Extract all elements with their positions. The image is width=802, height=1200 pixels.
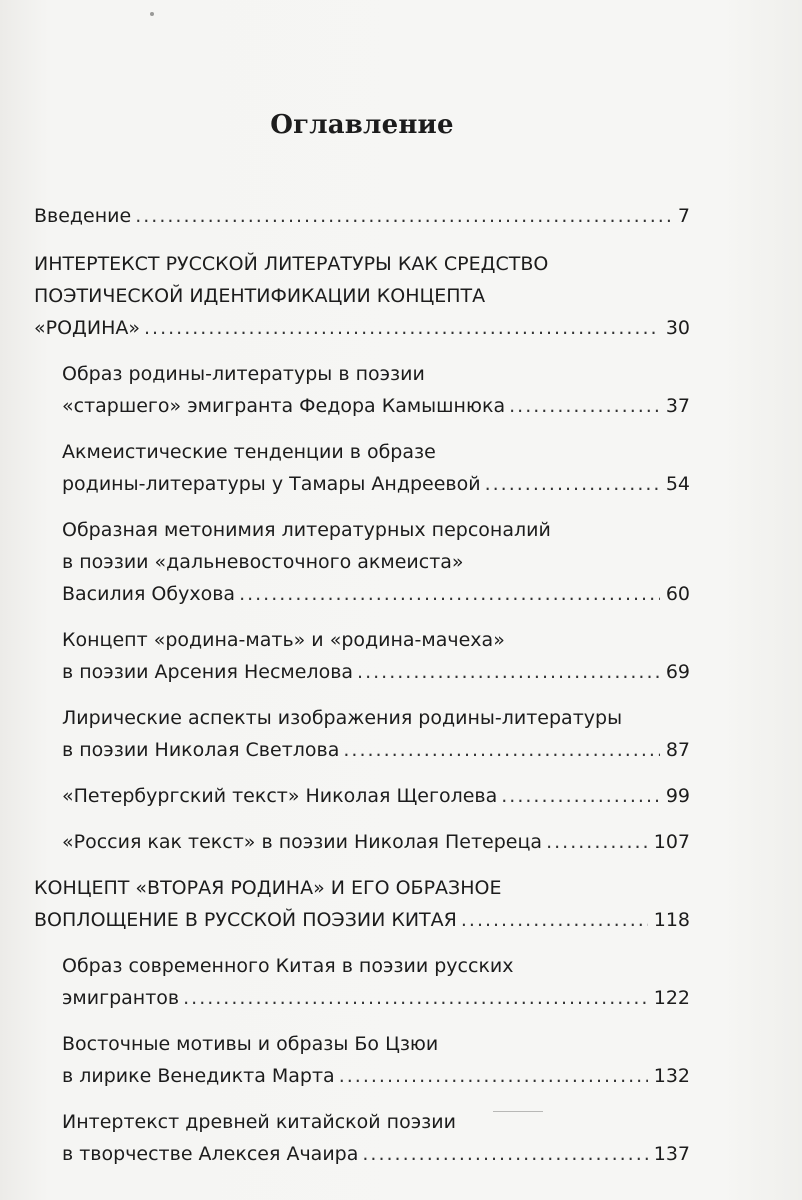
toc-entry-chapter-2[interactable]	[34, 872, 690, 936]
toc-entry-text: в лирике Венедикта Марта	[62, 1065, 335, 1087]
toc-entry-kamyshnyuk[interactable]	[62, 358, 690, 422]
toc-entry-text: в творчестве Алексея Ачаира	[62, 1143, 359, 1165]
toc-entry-text: Восточные мотивы и образы Бо Цзюи	[62, 1033, 439, 1055]
toc-entry-text: в поэзии Арсения Несмелова	[62, 661, 354, 683]
leader-dots	[343, 734, 659, 766]
toc-page-number: 122	[653, 987, 690, 1009]
toc-entry-text: родины-литературы у Тамары Андреевой	[62, 473, 481, 495]
toc-entry-text: Введение	[34, 205, 132, 227]
toc-page-number: 60	[665, 583, 690, 605]
toc-entry-text: КОНЦЕПТ «ВТОРАЯ РОДИНА» И ЕГО ОБРАЗНОЕ	[34, 877, 502, 899]
leader-dots	[239, 578, 660, 610]
toc-entry-petterets[interactable]	[62, 826, 690, 858]
table-of-contents	[34, 100, 690, 1170]
toc-entry-text: «Петербургский текст» Николая Щеголева	[62, 785, 498, 807]
toc-entry-svetlov[interactable]	[62, 702, 690, 766]
leader-dots	[501, 780, 660, 812]
toc-entry-text: «РОДИНА»	[34, 317, 141, 339]
leader-dots	[144, 312, 660, 344]
toc-page-number: 54	[665, 473, 690, 495]
leader-dots	[362, 1138, 647, 1170]
toc-entry-modern-china[interactable]	[62, 950, 690, 1014]
toc-entry-text: ПОЭТИЧЕСКОЙ ИДЕНТИФИКАЦИИ КОНЦЕПТА	[34, 285, 486, 307]
toc-entry-achair[interactable]	[62, 1106, 690, 1170]
toc-page-number: 87	[665, 739, 690, 761]
toc-entry-text: Образ родины-литературы в поэзии	[62, 363, 425, 385]
toc-page-number: 132	[653, 1065, 690, 1087]
print-speck	[150, 12, 154, 16]
toc-page-number: 30	[665, 317, 690, 339]
toc-page-number: 99	[665, 785, 690, 807]
toc-entry-text: Образная метонимия литературных персоналий	[62, 519, 551, 541]
leader-dots	[509, 390, 660, 422]
leader-dots	[546, 826, 648, 858]
toc-entry-chapter-1[interactable]	[34, 248, 690, 344]
toc-entry-text: Образ современного Китая в поэзии русских	[62, 955, 514, 977]
leader-dots	[461, 904, 648, 936]
toc-entry-text: ВОПЛОЩЕНИЕ В РУССКОЙ ПОЭЗИИ КИТАЯ	[34, 909, 457, 931]
toc-entry-mart[interactable]	[62, 1028, 690, 1092]
toc-page-number: 118	[653, 909, 690, 931]
toc-page-number: 37	[665, 395, 690, 417]
leader-dots	[485, 468, 660, 500]
toc-entry-text: Концепт «родина-мать» и «родина-мачеха»	[62, 629, 505, 651]
toc-title: Оглавление	[270, 110, 454, 140]
leader-dots	[339, 1060, 648, 1092]
toc-entry-text: Интертекст древней китайской поэзии	[62, 1111, 456, 1133]
toc-entry-nesmelov[interactable]	[62, 624, 690, 688]
toc-entry-text: ИНТЕРТЕКСТ РУССКОЙ ЛИТЕРАТУРЫ КАК СРЕДСТВО	[34, 253, 549, 275]
toc-entry-text: в поэзии «дальневосточного акмеиста»	[62, 551, 464, 573]
leader-dots	[135, 200, 672, 232]
toc-entry-text: Акмеистические тенденции в образе	[62, 441, 436, 463]
toc-entry-text: Василия Обухова	[62, 583, 236, 605]
toc-entry-text: «старшего» эмигранта Федора Камышнюка	[62, 395, 506, 417]
toc-entry-text: эмигрантов	[62, 987, 180, 1009]
toc-entry-text: «Россия как текст» в поэзии Николая Петереца	[62, 831, 543, 853]
toc-page-number: 69	[665, 661, 690, 683]
toc-page-number: 107	[653, 831, 690, 853]
leader-dots	[183, 982, 648, 1014]
toc-page-number: 7	[677, 205, 690, 227]
bottom-rule	[493, 1111, 543, 1112]
toc-entry-shchegolev[interactable]	[62, 780, 690, 812]
toc-page-number: 137	[653, 1143, 690, 1165]
toc-entry-introduction[interactable]	[34, 200, 690, 232]
toc-entry-text: в поэзии Николая Светлова	[62, 739, 340, 761]
leader-dots	[357, 656, 660, 688]
toc-entry-obukhov[interactable]	[62, 514, 690, 610]
toc-entry-text: Лирические аспекты изображения родины-литературы	[62, 707, 623, 729]
toc-entry-andreeva[interactable]	[62, 436, 690, 500]
